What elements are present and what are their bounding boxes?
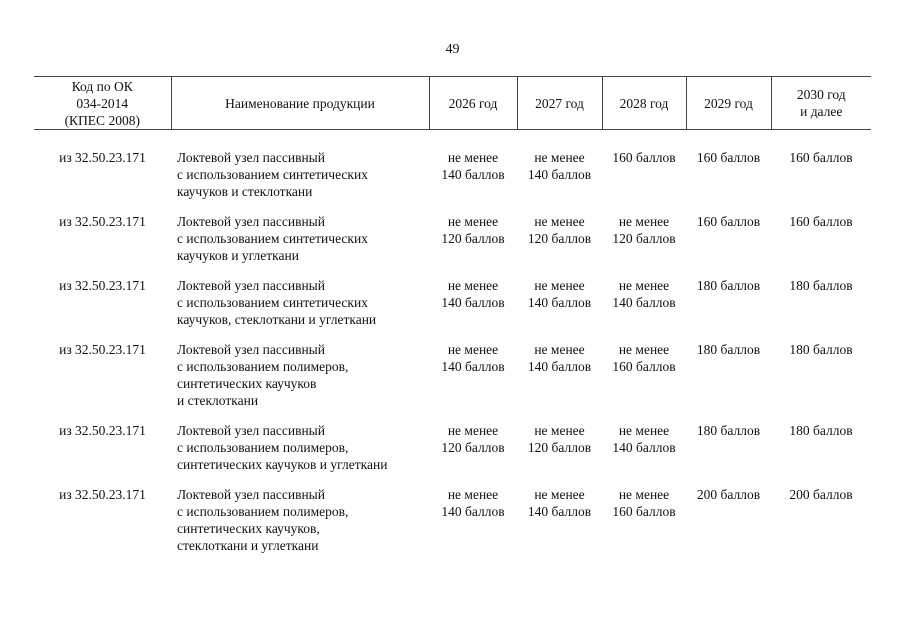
cell-2028: не менее 120 баллов (612, 214, 676, 246)
header-code: Код по ОК 034-2014 (КПЕС 2008) (34, 77, 171, 130)
table-header (34, 77, 871, 130)
cell-name: Локтевой узел пассивный с использованием синтетических каучуков и углеткани (177, 214, 368, 263)
header-2027: 2027 год (517, 77, 602, 130)
cell-2030: 200 баллов (789, 487, 853, 502)
products-table (34, 76, 871, 567)
cell-2029: 200 баллов (696, 487, 761, 502)
cell-2026: не менее 120 баллов (441, 214, 505, 246)
cell-2028: не менее 160 баллов (612, 342, 676, 374)
cell-2029: 180 баллов (696, 342, 761, 357)
page-number: 49 (445, 42, 460, 57)
cell-2028: не менее 140 баллов (612, 278, 676, 310)
table-row (34, 277, 871, 341)
cell-code: из 32.50.23.171 (59, 487, 146, 502)
cell-2027: не менее 140 баллов (527, 487, 592, 519)
cell-2028: 160 баллов (612, 150, 676, 165)
table-row (34, 213, 871, 277)
cell-2026: не менее 140 баллов (441, 278, 505, 310)
table-row (34, 341, 871, 422)
header-row (34, 77, 871, 130)
cell-2030: 160 баллов (789, 214, 853, 229)
cell-2027: не менее 140 баллов (527, 150, 592, 182)
cell-2026: не менее 140 баллов (441, 342, 505, 374)
cell-2027: не менее 140 баллов (527, 342, 592, 374)
table-body (34, 130, 871, 568)
table-row (34, 486, 871, 567)
cell-2026: не менее 140 баллов (441, 487, 505, 519)
cell-code: из 32.50.23.171 (59, 278, 146, 293)
cell-name: Локтевой узел пассивный с использованием синтетических каучуков, стеклоткани и углеткани (177, 278, 377, 327)
cell-2027: не менее 120 баллов (527, 214, 592, 246)
cell-2029: 160 баллов (696, 214, 761, 229)
table-row (34, 422, 871, 486)
cell-name: Локтевой узел пассивный с использованием полимеров, синтетических каучуков и углеткани (177, 423, 388, 472)
cell-2029: 180 баллов (696, 423, 761, 438)
cell-2030: 180 баллов (789, 278, 853, 293)
header-2029: 2029 год (686, 77, 771, 130)
cell-code: из 32.50.23.171 (59, 423, 146, 438)
cell-name: Локтевой узел пассивный с использованием синтетических каучуков и стеклоткани (177, 150, 368, 199)
cell-2026: не менее 140 баллов (441, 150, 505, 182)
header-2026: 2026 год (429, 77, 517, 130)
cell-code: из 32.50.23.171 (59, 342, 146, 357)
cell-2030: 180 баллов (789, 342, 853, 357)
cell-2030: 160 баллов (789, 150, 853, 165)
cell-code: из 32.50.23.171 (59, 214, 146, 229)
cell-2028: не менее 140 баллов (612, 423, 676, 455)
cell-2028: не менее 160 баллов (612, 487, 676, 519)
cell-2030: 180 баллов (789, 423, 853, 438)
header-2028: 2028 год (602, 77, 686, 130)
cell-2027: не менее 140 баллов (527, 278, 592, 310)
cell-code: из 32.50.23.171 (59, 150, 146, 165)
cell-2029: 160 баллов (696, 150, 761, 165)
cell-name: Локтевой узел пассивный с использованием полимеров, синтетических каучуков, стеклоткани и углеткани (177, 487, 349, 553)
cell-2029: 180 баллов (696, 278, 761, 293)
cell-name: Локтевой узел пассивный с использованием полимеров, синтетических каучуков и стеклоткани (177, 342, 349, 408)
header-2030: 2030 год и далее (771, 77, 871, 130)
cell-2027: не менее 120 баллов (527, 423, 592, 455)
cell-2026: не менее 120 баллов (441, 423, 505, 455)
table-row (34, 149, 871, 213)
header-name: Наименование продукции (171, 77, 429, 130)
